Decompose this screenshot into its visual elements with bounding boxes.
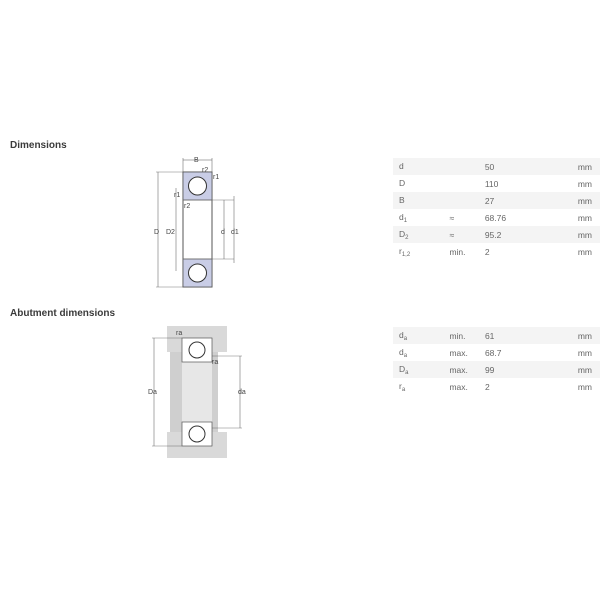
unit: mm	[577, 347, 592, 358]
qualifier	[443, 175, 478, 192]
value: 68.7	[484, 347, 502, 358]
unit: mm	[577, 381, 592, 392]
unit: mm	[572, 361, 600, 378]
label-ra-top: ra	[176, 330, 183, 337]
symbol: D	[399, 177, 406, 188]
label-da: da	[238, 389, 246, 396]
table-row	[393, 243, 600, 260]
dimensions-table	[393, 158, 600, 260]
symbol-subscript: a	[403, 352, 408, 359]
value: 50	[479, 158, 572, 175]
table-row	[393, 192, 600, 209]
unit: mm	[572, 192, 600, 209]
table-row	[393, 209, 600, 226]
symbol: D	[399, 228, 406, 239]
label-r1-top: r1	[213, 174, 220, 181]
label-d1: d1	[231, 229, 239, 236]
symbol-subscript: a	[403, 335, 408, 342]
qualifier: max.	[449, 381, 468, 392]
symbol: d	[399, 211, 404, 222]
abutment-table	[393, 327, 600, 395]
value: 2	[484, 246, 490, 257]
symbol: d	[399, 329, 404, 340]
qualifier: max.	[449, 347, 468, 358]
abutment-title: Abutment dimensions	[10, 308, 116, 319]
table-row	[393, 158, 600, 175]
table-row	[393, 378, 600, 395]
symbol-subscript: 1	[403, 217, 408, 224]
bearing-dimension-drawing	[150, 152, 250, 292]
label-ra-side: ra	[212, 359, 219, 366]
value: 95.2	[479, 226, 572, 243]
value: 61	[479, 327, 572, 344]
label-B: B	[194, 157, 199, 164]
qualifier	[443, 158, 478, 175]
label-r1-side: r1	[174, 192, 181, 199]
unit: mm	[572, 158, 600, 175]
symbol: d	[399, 160, 404, 171]
label-r2-top: r2	[202, 167, 209, 174]
qualifier	[443, 192, 478, 209]
value: 99	[479, 361, 572, 378]
table-row	[393, 361, 600, 378]
symbol: B	[399, 194, 405, 205]
value: 110	[484, 178, 499, 189]
symbol-subscript: 1,2	[401, 251, 411, 258]
table-row	[393, 344, 600, 361]
qualifier: min.	[443, 327, 479, 344]
abutment-drawing	[142, 322, 252, 462]
symbol: r	[399, 245, 402, 256]
value: 2	[484, 381, 490, 392]
unit: mm	[577, 178, 592, 189]
label-r2-side: r2	[184, 203, 191, 210]
qualifier: min.	[449, 246, 466, 257]
table-row	[393, 175, 600, 192]
symbol-subscript: 2	[405, 234, 409, 241]
unit: mm	[572, 327, 600, 344]
symbol-subscript: a	[401, 386, 406, 393]
table-row	[393, 226, 600, 243]
label-Da: Da	[148, 389, 157, 396]
unit: mm	[577, 246, 592, 257]
unit: mm	[577, 212, 592, 223]
value: 68.76	[484, 212, 507, 223]
table-row	[393, 327, 600, 344]
value: 27	[479, 192, 572, 209]
label-D: D	[154, 229, 160, 236]
symbol: d	[399, 346, 404, 357]
symbol: D	[399, 363, 406, 374]
unit: mm	[572, 226, 600, 243]
symbol: r	[399, 380, 402, 391]
label-d: d	[221, 229, 225, 236]
dimensions-title: Dimensions	[10, 140, 67, 151]
label-D2: D2	[166, 229, 175, 236]
qualifier: ≈	[443, 226, 478, 243]
symbol-subscript: a	[405, 369, 409, 376]
qualifier: ≈	[449, 212, 455, 223]
qualifier: max.	[443, 361, 479, 378]
